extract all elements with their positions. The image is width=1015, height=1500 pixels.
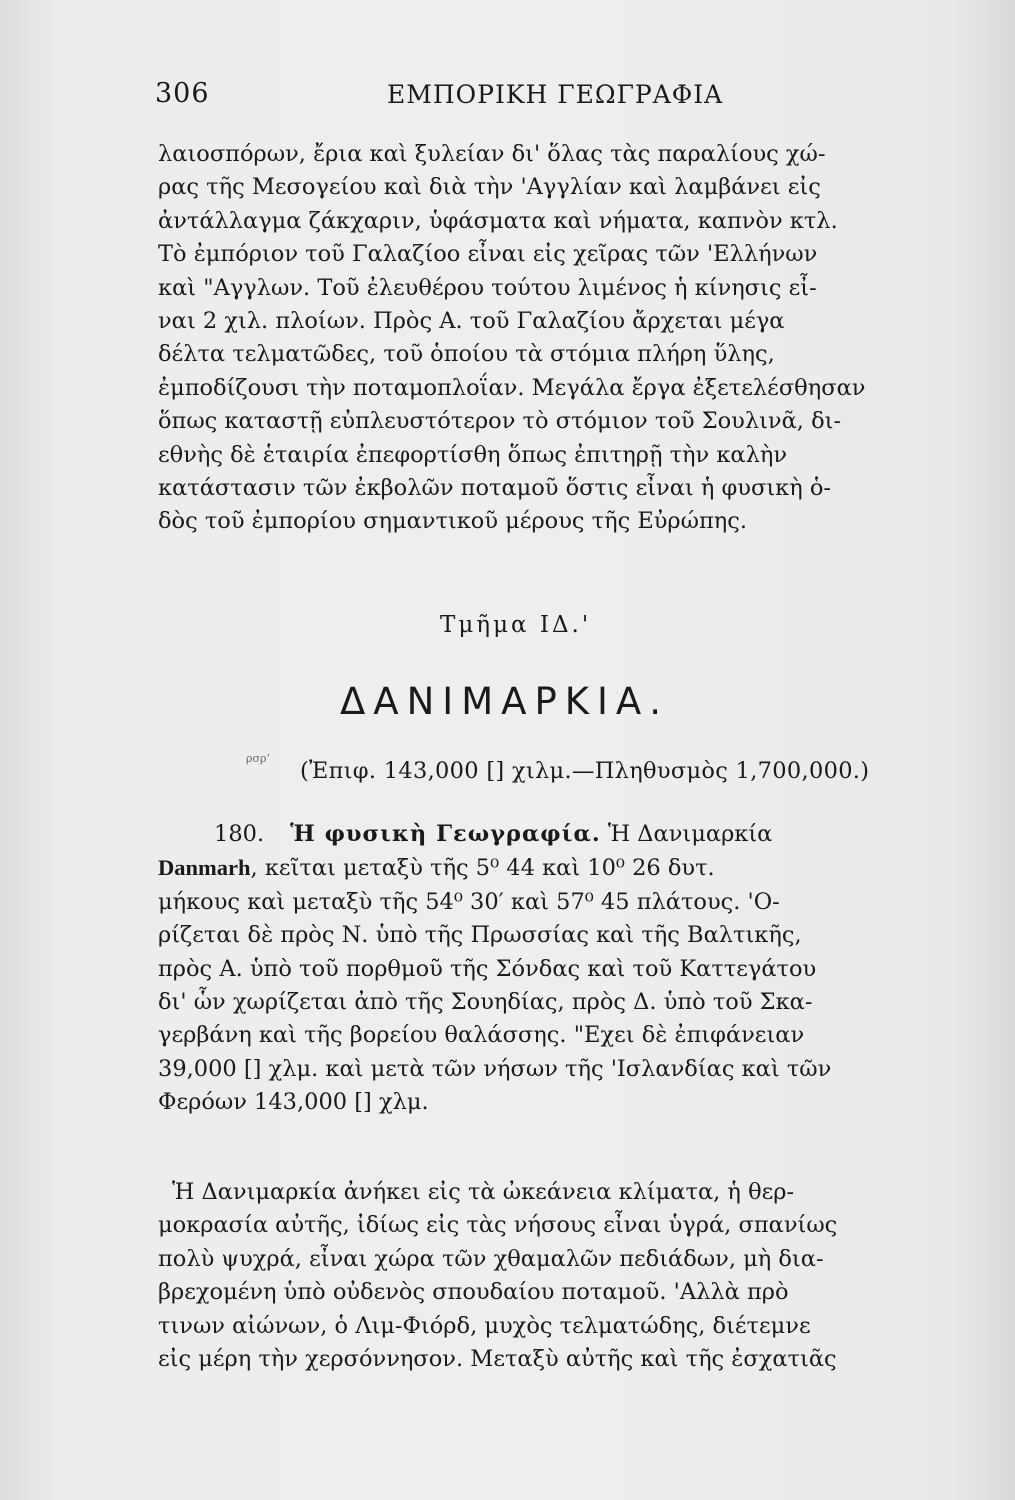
paragraph-180 bbox=[158, 818, 928, 1120]
country-title: ΔΑΝΙΜΑΡΚΙΑ. bbox=[340, 680, 670, 723]
page-number: 306 bbox=[155, 78, 210, 109]
text-line: γερβάνη καὶ τῆς βορείου θαλάσσης. "Εχει δὲ ἐπιφάνειαν bbox=[158, 1022, 805, 1049]
text-fragment: Ἡ Δανιμαρκία bbox=[607, 821, 773, 847]
text-line: καὶ "Αγγλων. Τοῦ ἐλευθέρου τούτου λιμένος ἡ κίνησις εἶ- bbox=[158, 274, 817, 301]
text-line: βρεχομένη ὑπὸ οὐδενὸς σπουδαίου ποταμοῦ. 'Αλλὰ πρὸ bbox=[158, 1279, 789, 1306]
text-line: Φερόων 143,000 [] χλμ. bbox=[158, 1089, 429, 1116]
text-line: ναι 2 χιλ. πλοίων. Πρὸς Α. τοῦ Γαλαζίου ἄρχεται μέγα bbox=[158, 308, 785, 335]
text-line: ἐμποδίζουσι τὴν ποταμοπλοΐαν. Μεγάλα ἔργα ἐξετελέσθησαν bbox=[158, 374, 866, 401]
paragraph-second-line bbox=[158, 851, 928, 885]
text-line: Ἡ Δανιμαρκία ἀνήκει εἰς τὰ ὠκεάνεια κλίματα, ἡ θερ- bbox=[172, 1179, 795, 1205]
paragraph-number: 180. bbox=[214, 821, 265, 847]
continuation-paragraph bbox=[158, 138, 928, 539]
running-title: ΕΜΠΟΡΙΚΗ ΓΕΩΓΡΑΦΙΑ bbox=[387, 80, 724, 109]
text-line: δι' ὧν χωρίζεται ἀπὸ τῆς Σουηδίας, πρὸς Δ. ὑπὸ τοῦ Σκα- bbox=[158, 989, 813, 1016]
text-line: πρὸς Α. ὑπὸ τοῦ πορθμοῦ τῆς Σόνδας καὶ τοῦ Καττεγάτου bbox=[158, 955, 817, 982]
text-line: λαιοσπόρων, ἔρια καὶ ξυλείαν δι' ὅλας τὰς παραλίους χώ- bbox=[158, 141, 826, 167]
text-line: τινων αἰώνων, ὁ Λιμ-Φιόρδ, μυχὸς τελματώδης, διέτεμνε bbox=[158, 1312, 811, 1339]
climate-paragraph bbox=[158, 1176, 928, 1376]
text-line: ὅπως καταστῇ εὐπλευστότερον τὸ στόμιον τοῦ Σουλινᾶ, δι- bbox=[158, 408, 842, 435]
page-header bbox=[155, 78, 925, 118]
text-fragment: , κεῖται μεταξὺ τῆς 5⁰ 44 καὶ 10⁰ 26 δυτ. bbox=[250, 855, 715, 882]
text-line: εθνὴς δὲ ἑταιρία ἐπεφορτίσθη ὅπως ἐπιτηρῇ τὴν καλὴν bbox=[158, 441, 788, 468]
text-line: μοκρασία αὐτῆς, ἰδίως εἰς τὰς νήσους εἶναι ὑγρά, σπανίως bbox=[158, 1212, 838, 1239]
text-line: δὸς τοῦ ἐμπορίου σημαντικοῦ μέρους τῆς Εὐρώπης. bbox=[158, 508, 748, 535]
section-label: Τμῆμα ΙΔ.' bbox=[440, 612, 592, 638]
text-line: 39,000 [] χλμ. καὶ μετὰ τῶν νήσων τῆς 'Ισλανδίας καὶ τῶν bbox=[158, 1055, 832, 1082]
text-line: Τὸ ἐμπόριον τοῦ Γαλαζίοο εἶναι εἰς χεῖρας τῶν 'Ελλήνων bbox=[158, 241, 818, 268]
stray-print-mark: ρσρ‘ bbox=[246, 752, 270, 765]
text-line: ἀντάλλαγμα ζάκχαριν, ὑφάσματα καὶ νήματα, καπνὸν κτλ. bbox=[158, 207, 838, 234]
paragraph-heading: Ἡ φυσικὴ Γεωγραφία. bbox=[290, 821, 601, 847]
paragraph-first-line bbox=[158, 818, 928, 851]
latin-name: Danmarh bbox=[158, 855, 251, 881]
text-line: εἰς μέρη τὴν χερσόννησον. Μεταξὺ αὐτῆς καὶ τῆς ἐσχατιᾶς bbox=[158, 1346, 837, 1373]
text-line: κατάστασιν τῶν ἐκβολῶν ποταμοῦ ὅστις εἶναι ἡ φυσικὴ ὁ- bbox=[158, 475, 831, 502]
text-line: ρας τῆς Μεσογείου καὶ διὰ τὴν 'Αγγλίαν καὶ λαμβάνει εἰς bbox=[158, 174, 821, 201]
text-line: πολὺ ψυχρά, εἶναι χώρα τῶν χθαμαλῶν πεδιάδων, μὴ δια- bbox=[158, 1245, 824, 1272]
stats-line: (Ἐπιφ. 143,000 [] χιλμ.—Πληθυσμὸς 1,700,000.) bbox=[300, 758, 870, 784]
text-line: δέλτα τελματῶδες, τοῦ ὁποίου τὰ στόμια πλήρη ὕλης, bbox=[158, 341, 775, 368]
text-line: ρίζεται δὲ πρὸς Ν. ὑπὸ τῆς Πρωσσίας καὶ τῆς Βαλτικῆς, bbox=[158, 922, 802, 949]
text-line: μήκους καὶ μεταξὺ τῆς 54⁰ 30′ καὶ 57⁰ 45 πλάτους. 'Ο- bbox=[158, 888, 780, 915]
